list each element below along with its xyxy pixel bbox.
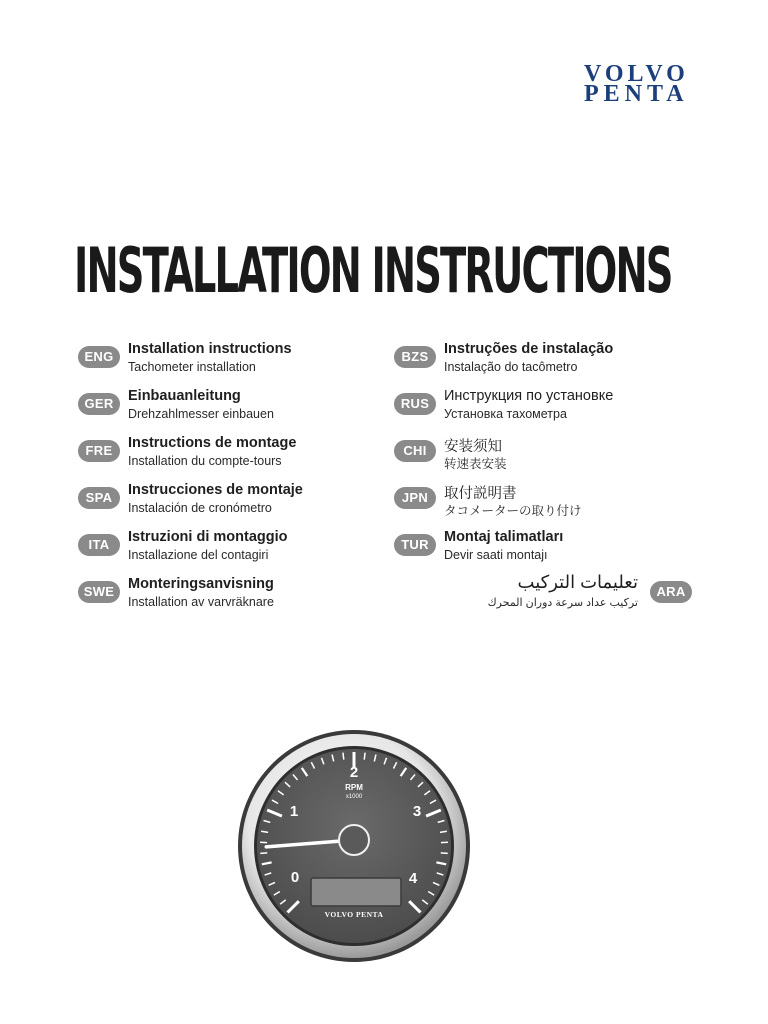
gauge-brand-label: VOLVO PENTA: [324, 910, 384, 919]
lang-code-badge: FRE: [78, 440, 120, 462]
lang-title: Istruzioni di montaggio: [128, 529, 288, 545]
lang-title: 取付説明書: [444, 486, 517, 502]
lang-subtitle: تركيب عداد سرعة دوران المحرك: [487, 597, 638, 609]
gauge-lcd-display: [311, 878, 401, 906]
lang-entry-jpn: [394, 482, 694, 522]
lang-title: Monteringsanvisning: [128, 576, 274, 592]
gauge-tick: [441, 853, 448, 854]
lang-code-badge: SWE: [78, 581, 120, 603]
gauge-number-2: 2: [349, 764, 359, 781]
lang-code-badge: TUR: [394, 534, 436, 556]
gauge-number-3: 3: [412, 803, 422, 820]
gauge-tick: [343, 753, 344, 760]
lang-title: Instruções de instalação: [444, 341, 614, 357]
lang-code-badge: GER: [78, 393, 120, 415]
lang-subtitle: Installazione del contagiri: [128, 548, 269, 562]
lang-title: 安装须知: [444, 439, 502, 455]
lang-title: Instructions de montage: [128, 435, 297, 451]
lang-subtitle: Drehzahlmesser einbauen: [128, 407, 274, 421]
lang-entry-fre: [78, 435, 378, 475]
lang-entry-swe: [78, 576, 378, 616]
gauge-tick: [260, 853, 267, 854]
lang-entry-tur: [394, 529, 694, 569]
volvo-penta-logo: [584, 61, 734, 107]
lang-title: Einbauanleitung: [128, 388, 241, 404]
gauge-unit-label: RPM: [345, 783, 363, 792]
lang-entry-ita: [78, 529, 378, 569]
gauge-hub: [339, 825, 369, 855]
lang-code-badge: ARA: [650, 581, 692, 603]
lang-subtitle: Установка тахометра: [444, 407, 567, 421]
lang-subtitle: Tachometer installation: [128, 360, 256, 374]
logo-line-2: PENTA: [584, 81, 689, 107]
lang-title: Installation instructions: [128, 341, 292, 357]
lang-code-badge: JPN: [394, 487, 436, 509]
lang-subtitle: Installation du compte-tours: [128, 454, 282, 468]
lang-title: Montaj talimatları: [444, 529, 564, 545]
lang-title: Инструкция по установке: [444, 388, 614, 404]
lang-entry-ara: [392, 572, 692, 616]
gauge-tick: [364, 753, 365, 760]
gauge-number-1: 1: [289, 803, 299, 820]
lang-entry-chi: [394, 435, 694, 475]
lang-subtitle: タコメーターの取り付け: [444, 504, 582, 518]
lang-title: تعليمات التركيب: [517, 572, 638, 592]
lang-entry-bzs: [394, 341, 694, 381]
lang-entry-rus: [394, 388, 694, 428]
lang-code-badge: BZS: [394, 346, 436, 368]
lang-subtitle: Installation av varvräknare: [128, 595, 274, 609]
gauge-number-0: 0: [290, 869, 300, 886]
lang-code-badge: RUS: [394, 393, 436, 415]
lang-subtitle: Instalação do tacômetro: [444, 360, 578, 374]
lang-code-badge: ITA: [78, 534, 120, 556]
lang-entry-spa: [78, 482, 378, 522]
lang-subtitle: Devir saati montajı: [444, 548, 548, 562]
lang-entry-eng: [78, 341, 378, 381]
gauge-number-4: 4: [408, 870, 418, 887]
lang-title: Instrucciones de montaje: [128, 482, 303, 498]
tachometer-illustration: [236, 728, 472, 964]
lang-code-badge: CHI: [394, 440, 436, 462]
lang-subtitle: 转速表安装: [444, 457, 507, 471]
gauge-multiplier-label: x1000: [345, 794, 363, 800]
logo-line-1: VOLVO: [584, 61, 689, 87]
lang-code-badge: ENG: [78, 346, 120, 368]
lang-entry-ger: [78, 388, 378, 428]
page-title: INSTALLATION INSTRUCTIONS: [74, 234, 672, 307]
lang-subtitle: Instalación de cronómetro: [128, 501, 272, 515]
lang-code-badge: SPA: [78, 487, 120, 509]
